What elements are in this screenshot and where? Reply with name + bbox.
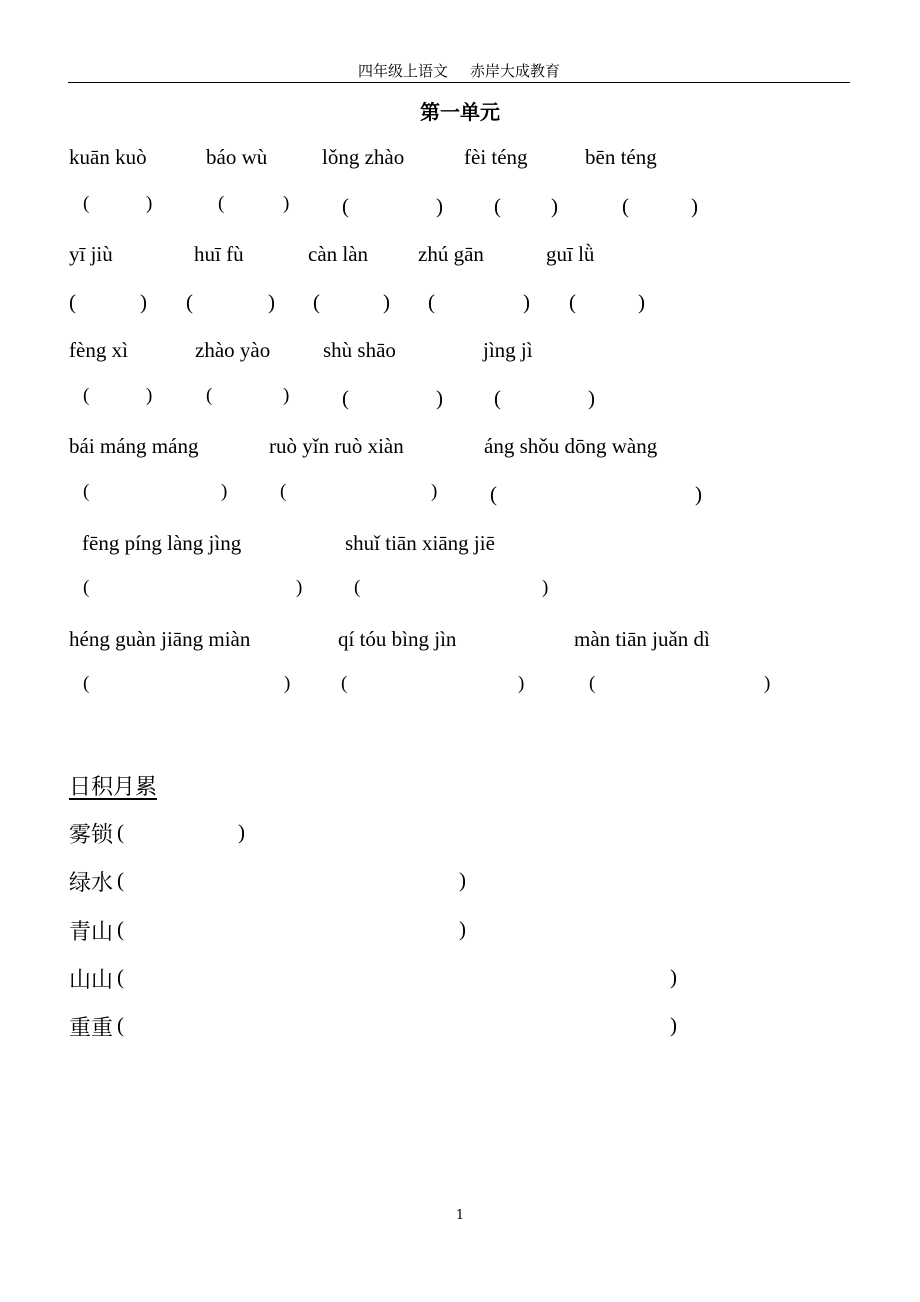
answer-blank-open: (	[569, 290, 576, 314]
answer-blank-open: (	[117, 917, 124, 941]
pinyin-word: màn tiān juǎn dì	[574, 627, 710, 651]
answer-blank-open: (	[494, 386, 501, 410]
answer-blank-close: )	[283, 385, 290, 406]
unit-title: 第一单元	[420, 100, 500, 124]
answer-blank-close: )	[383, 290, 390, 314]
pinyin-word: ruò yǐn ruò xiàn	[269, 434, 404, 458]
answer-blank-open: (	[117, 1013, 124, 1037]
answer-blank-close: )	[588, 386, 595, 410]
answer-blank-close: )	[695, 482, 702, 506]
pinyin-word: áng shǒu dōng wàng	[484, 434, 658, 458]
pinyin-word: zhú gān	[418, 242, 484, 266]
pinyin-word: zhào yào	[195, 338, 271, 362]
answer-blank-close: )	[638, 290, 645, 314]
pinyin-word: shù shāo	[323, 338, 396, 362]
answer-blank-open: (	[313, 290, 320, 314]
answer-blank-open: (	[428, 290, 435, 314]
answer-blank-open: (	[83, 193, 90, 214]
answer-blank-open: (	[83, 481, 90, 502]
answer-blank-close: )	[283, 193, 290, 214]
pinyin-word: báo wù	[206, 145, 268, 169]
answer-blank-open: (	[69, 290, 76, 314]
answer-blank-open: (	[83, 385, 90, 406]
pinyin-word: shuǐ tiān xiāng jiē	[345, 531, 495, 555]
answer-blank-open: (	[117, 820, 124, 844]
idiom-prompt: 山山	[69, 968, 114, 993]
pinyin-word: fèi téng	[464, 145, 528, 169]
answer-blank-close: )	[518, 673, 525, 694]
answer-blank-close: )	[146, 193, 153, 214]
answer-blank-close: )	[670, 1013, 677, 1037]
answer-blank-close: )	[140, 290, 147, 314]
answer-blank-close: )	[551, 194, 558, 218]
header-grade: 四年级上语文	[357, 62, 448, 80]
answer-blank-open: (	[206, 385, 213, 406]
idiom-prompt: 青山	[69, 920, 114, 945]
pinyin-word: fèng xì	[69, 338, 128, 362]
answer-blank-open: (	[494, 194, 501, 218]
answer-blank-open: (	[342, 386, 349, 410]
section-title: 日积月累	[69, 775, 158, 800]
answer-blank-open: (	[589, 673, 596, 694]
answer-blank-open: (	[117, 868, 124, 892]
answer-blank-close: )	[764, 673, 771, 694]
page-header	[68, 60, 850, 81]
page-number: 1	[455, 1208, 465, 1223]
answer-blank-close: )	[670, 965, 677, 989]
answer-blank-open: (	[490, 482, 497, 506]
answer-blank-close: )	[436, 386, 443, 410]
pinyin-word: fēng píng làng jìng	[82, 531, 242, 555]
pinyin-word: yī jiù	[69, 242, 113, 266]
answer-blank-open: (	[622, 194, 629, 218]
pinyin-word: héng guàn jiāng miàn	[69, 627, 251, 651]
answer-blank-close: )	[238, 820, 245, 844]
pinyin-word: qí tóu bìng jìn	[338, 627, 457, 651]
pinyin-word: guī lǜ	[546, 242, 595, 266]
answer-blank-open: (	[83, 673, 90, 694]
header-rule	[68, 82, 850, 83]
answer-blank-close: )	[691, 194, 698, 218]
answer-blank-close: )	[268, 290, 275, 314]
answer-blank-close: )	[523, 290, 530, 314]
answer-blank-open: (	[218, 193, 225, 214]
pinyin-word: kuān kuò	[69, 145, 147, 169]
answer-blank-open: (	[186, 290, 193, 314]
answer-blank-close: )	[146, 385, 153, 406]
answer-blank-close: )	[284, 673, 291, 694]
pinyin-word: bēn téng	[585, 145, 657, 169]
answer-blank-open: (	[117, 965, 124, 989]
pinyin-word: huī fù	[194, 242, 244, 266]
answer-blank-close: )	[436, 194, 443, 218]
pinyin-word: lǒng zhào	[322, 145, 405, 169]
answer-blank-open: (	[341, 673, 348, 694]
answer-blank-open: (	[354, 577, 361, 598]
pinyin-word: bái máng máng	[69, 434, 199, 458]
answer-blank-close: )	[431, 481, 438, 502]
idiom-prompt: 重重	[69, 1016, 114, 1041]
answer-blank-open: (	[83, 577, 90, 598]
answer-blank-close: )	[542, 577, 549, 598]
answer-blank-open: (	[342, 194, 349, 218]
answer-blank-close: )	[221, 481, 228, 502]
header-org: 赤岸大成教育	[470, 62, 561, 80]
idiom-prompt: 绿水	[69, 871, 114, 896]
answer-blank-open: (	[280, 481, 287, 502]
answer-blank-close: )	[296, 577, 303, 598]
pinyin-word: jìng jì	[483, 338, 533, 362]
answer-blank-close: )	[459, 868, 466, 892]
answer-blank-close: )	[459, 917, 466, 941]
idiom-prompt: 雾锁	[69, 823, 114, 848]
pinyin-word: càn làn	[308, 242, 369, 266]
